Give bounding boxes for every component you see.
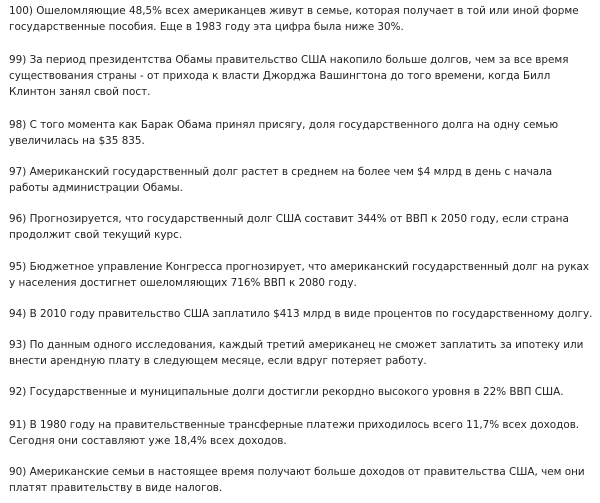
item-line: 100) Ошеломляющие 48,5% всех американцев живут в семье, которая получает в той или иной форме — [9, 5, 579, 17]
item-line: внести арендную плату в следующем месяце, если вдруг потеряет работу. — [9, 355, 427, 367]
item-line: увеличилась на $35 835. — [9, 135, 145, 147]
list-item-98 — [9, 117, 594, 149]
item-line: существования страны - от прихода к власти Джорджа Вашингтона до того времени, когда Билл — [9, 70, 551, 82]
list-item-100 — [9, 3, 594, 35]
item-line: 90) Американские семьи в настоящее время получают больше доходов от правительства США, чем они — [9, 466, 585, 478]
list-item-94 — [9, 306, 594, 322]
item-line: 99) За период президентства Обамы правительство США накопило больше долгов, чем за все время — [9, 54, 569, 66]
item-line: 93) По данным одного исследования, каждый третий американец не сможет заплатить за ипотеку или — [9, 339, 584, 351]
list-item-99 — [9, 52, 594, 100]
item-line: государственные пособия. Еще в 1983 году эта цифра была ниже 30%. — [9, 21, 404, 33]
item-line: 91) В 1980 году на правительственные трансферные платежи приходилось всего 11,7% всех доходов. — [9, 419, 580, 431]
list-item-90 — [9, 464, 594, 496]
item-line: Сегодня они составляют уже 18,4% всех доходов. — [9, 435, 287, 447]
list-item-93 — [9, 337, 594, 369]
item-line: Клинтон занял свой пост. — [9, 86, 151, 98]
list-item-97 — [9, 164, 594, 196]
item-line: 97) Американский государственный долг растет в среднем на более чем $4 млрд в день с начала — [9, 166, 553, 178]
list-item-91 — [9, 417, 594, 449]
item-line: 98) С того момента как Барак Обама принял присягу, доля государственного долга на одну семью — [9, 119, 559, 131]
list-item-96 — [9, 211, 594, 243]
item-line: продолжит свой текущий курс. — [9, 229, 183, 241]
list-item-95 — [9, 259, 594, 291]
item-line: 96) Прогнозируется, что государственный долг США составит 344% от ВВП к 2050 году, если страна — [9, 213, 569, 225]
item-line: 92) Государственные и муниципальные долги достигли рекордно высокого уровня в 22% ВВП США. — [9, 386, 564, 398]
item-line: платят правительству в виде налогов. — [9, 482, 223, 494]
item-line: работы администрации Обамы. — [9, 182, 183, 194]
item-line: 95) Бюджетное управление Конгресса прогнозирует, что американский государственный долг на руках — [9, 261, 590, 273]
list-item-92 — [9, 384, 594, 400]
item-line: 94) В 2010 году правительство США заплатило $413 млрд в виде процентов по государственному долгу. — [9, 308, 593, 320]
item-line: у населения достигнет ошеломляющих 716% ВВП к 2080 году. — [9, 277, 357, 289]
